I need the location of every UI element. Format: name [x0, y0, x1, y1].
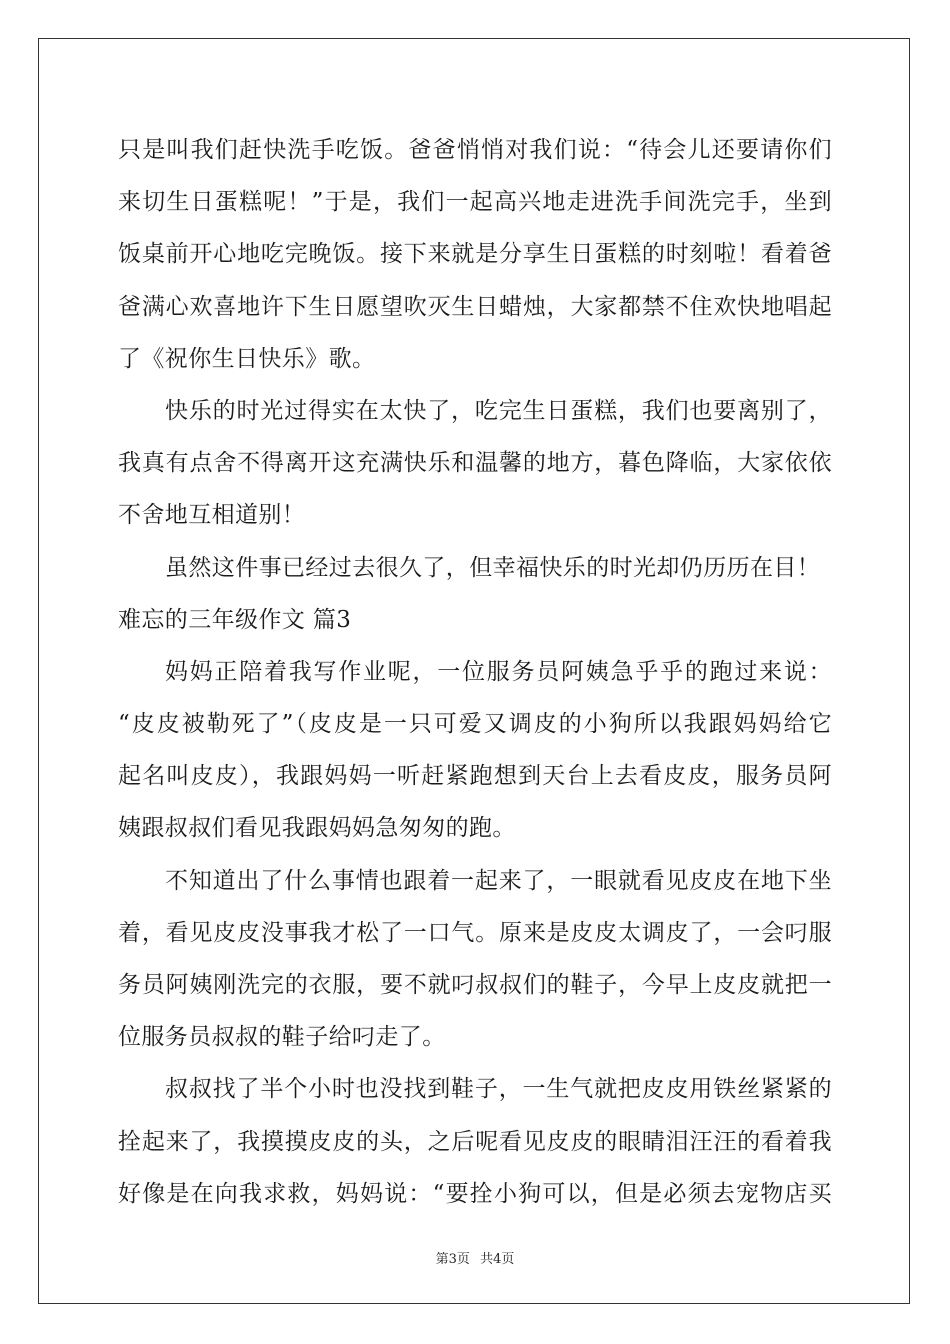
page-total: 共4页	[480, 1252, 515, 1267]
text-line: 务员阿姨刚洗完的衣服，要不就叼叔叔们的鞋子，今早上皮皮就把一	[118, 972, 832, 998]
document-body	[118, 124, 832, 1220]
text-line: 不舍地互相道别！	[118, 502, 306, 529]
page-footer	[0, 1248, 950, 1267]
text-line: 好像是在向我求救，妈妈说：“要拴小狗可以，但是必须去宠物店买	[118, 1180, 832, 1207]
text-line: 来切生日蛋糕呢！”于是，我们一起高兴地走进洗手间洗完手，坐到	[118, 189, 832, 216]
page-number: 第3页	[435, 1252, 470, 1267]
text-line: 位服务员叔叔的鞋子给叼走了。	[118, 1024, 446, 1051]
text-line: 拴起来了，我摸摸皮皮的头，之后呢看见皮皮的眼睛泪汪汪的看着我	[118, 1128, 832, 1155]
text-line: 着，看见皮皮没事我才松了一口气。原来是皮皮太调皮了，一会叼服	[118, 919, 832, 946]
text-line: 饭桌前开心地吃完晚饭。接下来就是分享生日蛋糕的时刻啦！看着爸	[118, 241, 832, 268]
section-heading: 难忘的三年级作文 篇3	[118, 606, 352, 633]
paragraph-start-line: 妈妈正陪着我写作业呢，一位服务员阿姨急乎乎的跑过来说：	[165, 658, 832, 685]
paragraph-start-line: 快乐的时光过得实在太快了，吃完生日蛋糕，我们也要离别了，	[165, 397, 832, 424]
paragraph-start-line: 叔叔找了半个小时也没找到鞋子，一生气就把皮皮用铁丝紧紧的	[165, 1076, 832, 1103]
paragraph-start-line: 不知道出了什么事情也跟着一起来了，一眼就看见皮皮在地下坐	[165, 867, 832, 894]
text-line: 只是叫我们赶快洗手吃饭。爸爸悄悄对我们说：“待会儿还要请你们	[118, 137, 832, 163]
text-line: 姨跟叔叔们看见我跟妈妈急匆匆的跑。	[118, 815, 516, 842]
text-line: 我真有点舍不得离开这充满快乐和温馨的地方，暮色降临，大家依依	[118, 450, 832, 477]
text-line: 了《祝你生日快乐》歌。	[118, 345, 376, 372]
text-line: 爸满心欢喜地许下生日愿望吹灭生日蜡烛，大家都禁不住欢快地唱起	[118, 293, 832, 320]
text-line: “皮皮被勒死了”（皮皮是一只可爱又调皮的小狗所以我跟妈妈给它	[118, 711, 832, 738]
text-line: 起名叫皮皮），我跟妈妈一听赶紧跑想到天台上去看皮皮，服务员阿	[118, 763, 832, 790]
paragraph-start-line: 虽然这件事已经过去很久了，但幸福快乐的时光却仍历历在目！	[165, 554, 821, 581]
